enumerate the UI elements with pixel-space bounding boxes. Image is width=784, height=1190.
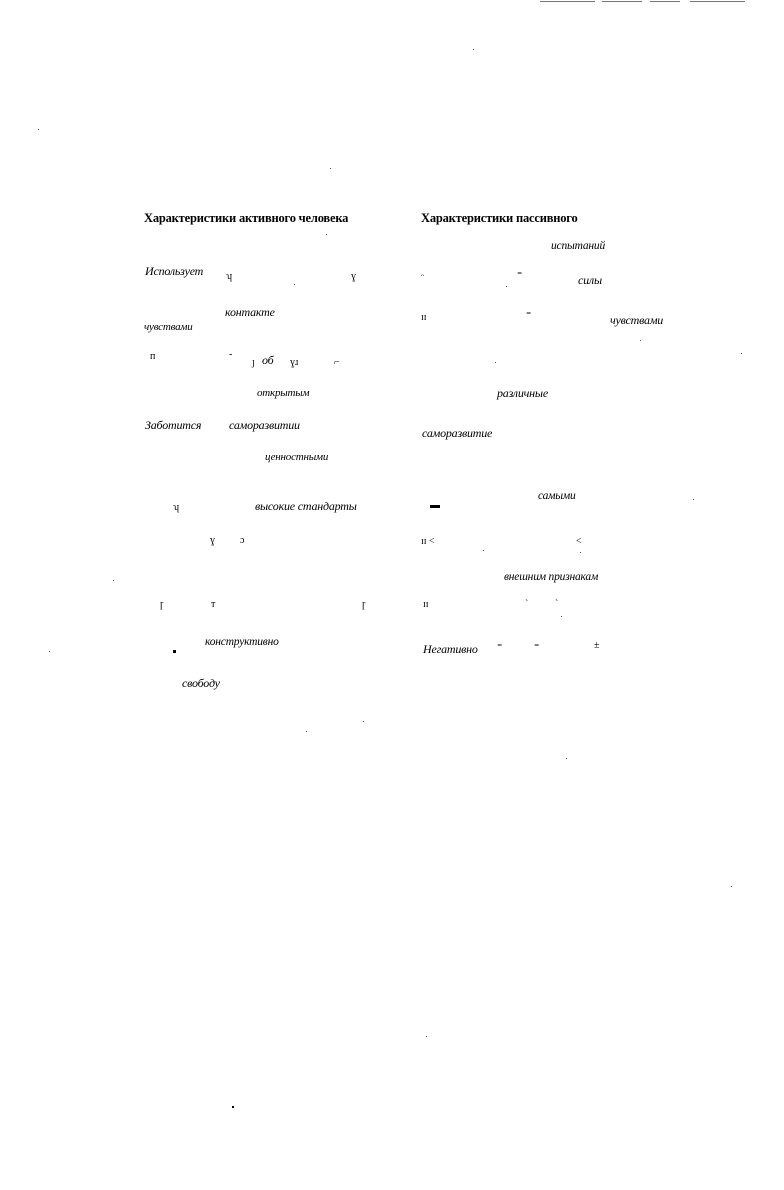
scan-speck bbox=[232, 1106, 234, 1108]
active-text-fragment: контакте bbox=[225, 305, 275, 319]
glyph-remnant: ˂ bbox=[576, 536, 582, 547]
scan-speck bbox=[306, 731, 307, 732]
scan-speck bbox=[640, 340, 641, 341]
glyph-remnant: ± bbox=[594, 640, 600, 651]
active-text-fragment: чувствами bbox=[144, 321, 193, 333]
glyph-remnant: ɣ bbox=[351, 271, 356, 282]
active-text-fragment: Заботится bbox=[145, 418, 202, 432]
passive-column-header: Характеристики пассивного bbox=[421, 211, 578, 225]
active-text-fragment: об bbox=[262, 353, 274, 367]
scan-speck bbox=[113, 580, 114, 581]
active-text-fragment: открытым bbox=[257, 387, 310, 399]
glyph-remnant: ˋ bbox=[555, 599, 559, 610]
scan-speck bbox=[326, 234, 327, 235]
passive-text-fragment: саморазвитие bbox=[422, 426, 493, 440]
glyph-remnant: ⁼ bbox=[534, 642, 540, 653]
glyph-remnant: ⁼ bbox=[517, 270, 523, 281]
active-column-header: Характеристики активного человека bbox=[144, 211, 349, 225]
running-header-remnant bbox=[540, 0, 760, 4]
scan-speck bbox=[731, 886, 732, 887]
glyph-remnant: ʮ bbox=[226, 271, 233, 282]
glyph-remnant: ▬ bbox=[430, 500, 440, 511]
scan-speck bbox=[561, 616, 562, 617]
glyph-remnant: ɪɪ bbox=[423, 599, 429, 610]
glyph-remnant: ɪɪ ˂ bbox=[421, 536, 435, 547]
scan-speck bbox=[693, 499, 694, 500]
glyph-remnant: ȷ bbox=[252, 357, 255, 368]
passive-text-fragment: внешним признакам bbox=[504, 571, 599, 583]
scan-speck bbox=[330, 168, 331, 169]
scan-speck bbox=[363, 721, 364, 722]
glyph-remnant: ᴛ bbox=[211, 599, 216, 610]
glyph-remnant: ɪɪ bbox=[421, 312, 427, 323]
active-text-fragment: высокие стандарты bbox=[255, 499, 357, 513]
glyph-remnant: - bbox=[229, 349, 233, 360]
active-text-fragment: Использует bbox=[145, 264, 204, 278]
glyph-remnant: ᴨ bbox=[150, 351, 156, 362]
glyph-remnant: ʮ bbox=[173, 502, 180, 513]
active-text-fragment: свободу bbox=[182, 676, 220, 690]
scan-speck bbox=[741, 353, 742, 354]
glyph-remnant: ⁼ bbox=[526, 310, 532, 321]
passive-text-fragment: самыми bbox=[538, 490, 576, 502]
glyph-remnant: ᵔ bbox=[421, 272, 424, 283]
passive-text-fragment: различные bbox=[497, 386, 548, 400]
glyph-remnant: ɔ bbox=[240, 535, 245, 546]
scan-speck bbox=[294, 284, 295, 285]
glyph-remnant: ɣɹ bbox=[290, 357, 299, 368]
passive-text-fragment: Негативно bbox=[423, 642, 478, 656]
active-text-fragment: конструктивно bbox=[205, 636, 279, 648]
scan-speck bbox=[473, 49, 474, 50]
active-text-fragment: саморазвитии bbox=[229, 418, 300, 432]
passive-text-fragment: испытаний bbox=[551, 240, 605, 252]
scan-speck bbox=[49, 651, 50, 652]
scan-speck bbox=[173, 650, 176, 653]
glyph-remnant: ɣ bbox=[210, 535, 215, 546]
glyph-remnant: ɼ bbox=[362, 599, 366, 610]
scan-speck bbox=[495, 362, 496, 363]
active-text-fragment: ценностными bbox=[265, 451, 329, 463]
glyph-remnant: ⌐ bbox=[334, 357, 340, 368]
glyph-remnant: ɼ bbox=[160, 599, 164, 610]
scan-speck bbox=[566, 758, 567, 759]
passive-text-fragment: чувствами bbox=[610, 313, 664, 327]
glyph-remnant: ⁼ bbox=[497, 642, 503, 653]
scan-speck bbox=[506, 286, 507, 287]
glyph-remnant: ˋ bbox=[525, 599, 529, 610]
scan-speck bbox=[483, 550, 484, 551]
passive-text-fragment: силы bbox=[578, 273, 602, 287]
scan-speck bbox=[580, 552, 581, 553]
scan-speck bbox=[38, 129, 39, 130]
scan-speck bbox=[426, 1036, 427, 1037]
